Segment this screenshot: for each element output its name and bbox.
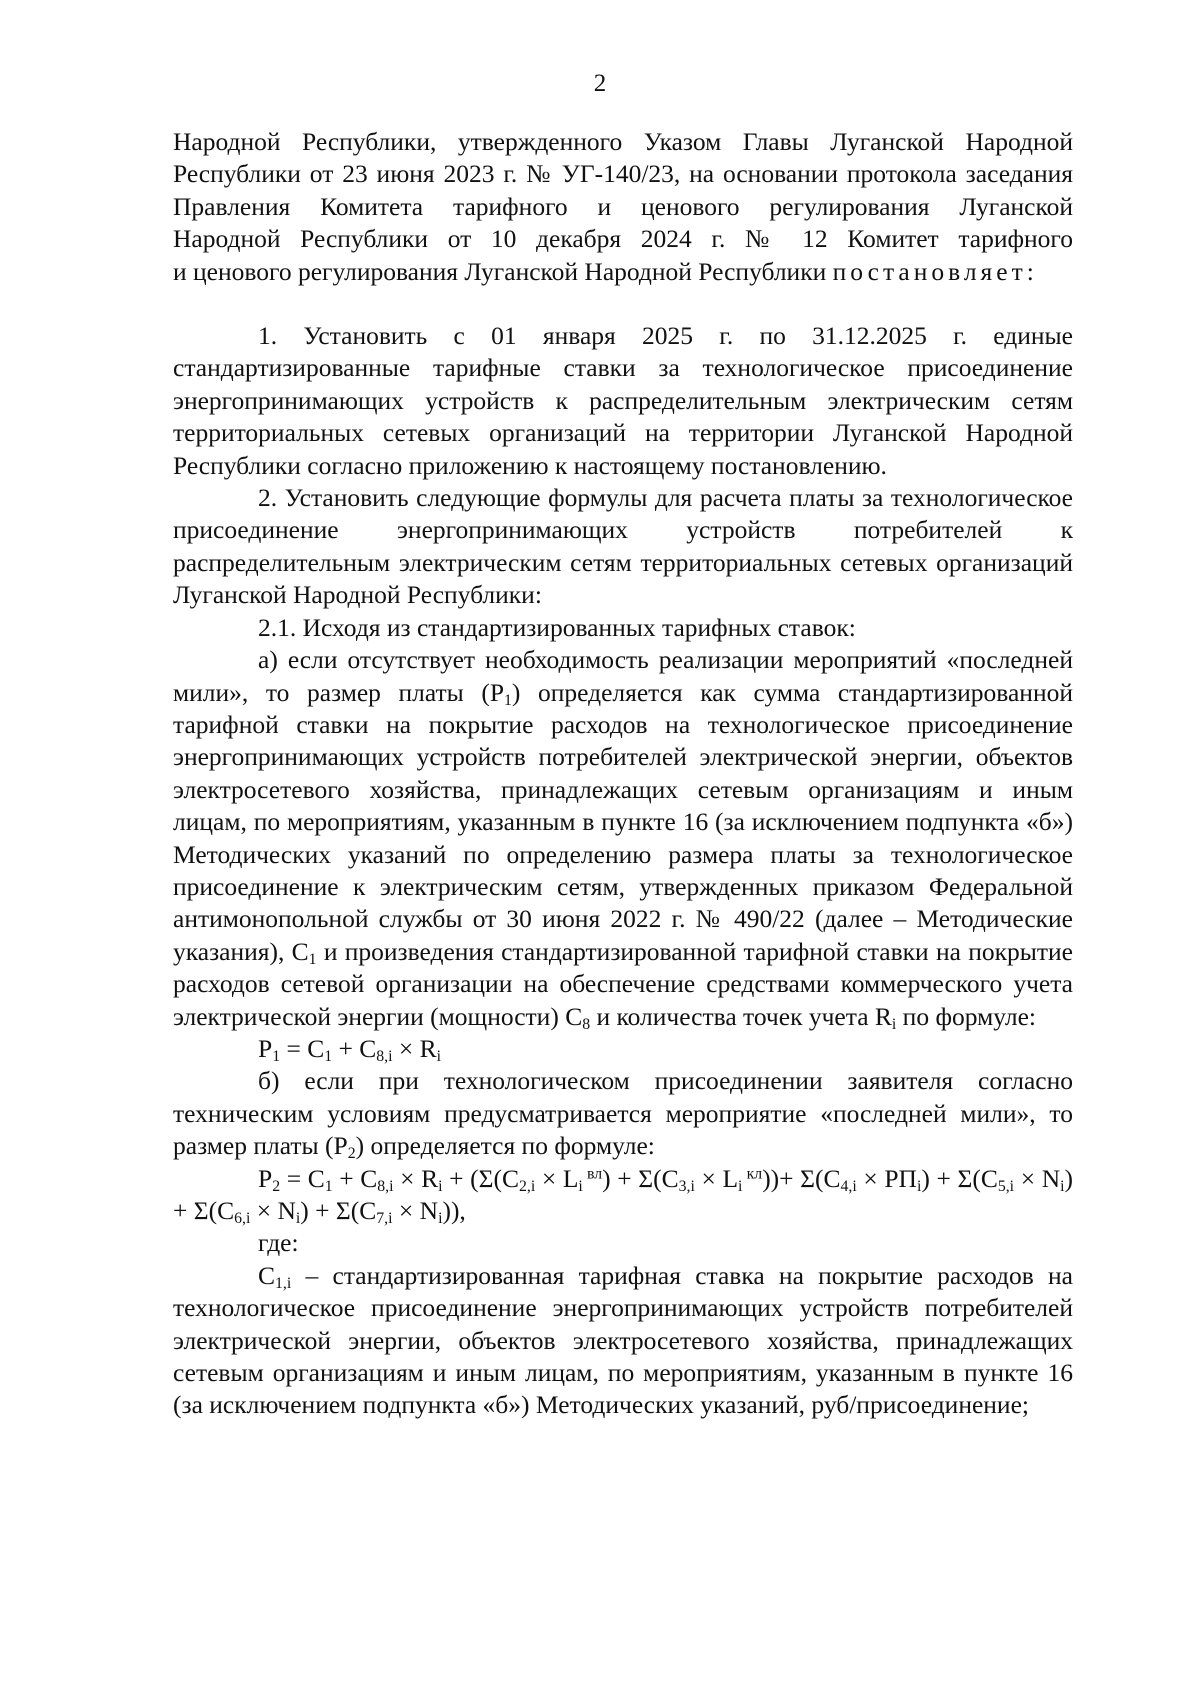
document-body xyxy=(173,126,1073,1422)
f1-sub: i xyxy=(436,1047,442,1065)
f2-part: ))+ Σ(C xyxy=(762,1163,841,1193)
resolution-word: постановляет: xyxy=(832,256,1038,286)
f2-sub: 5,i xyxy=(997,1177,1015,1195)
f2-part: + (Σ(C xyxy=(442,1163,519,1193)
f2-sub: i xyxy=(578,1177,583,1195)
pa-text-2: ) определяется как сумма стандартизированной тарифной ставки на покрытие расходов на технологическое присоединение энергопринимающих устройств потребителей электрической энергии, объектов электросетевого хозяйства, принадлежащих сетевым организациям и иным лицам, по мероприятиям, указанным в пункте 16 (за исключением подпункта «б») Методических указаний по определению размера платы за технологическое присоединение к электрическим сетям, утвержденных приказом Федеральной антимонопольной службы от 30 июня 2022 г. № 490/22 (далее – Методические указания), C xyxy=(173,677,1073,966)
where-label: где: xyxy=(258,1228,299,1258)
def-symbol-sub: 1,i xyxy=(275,1274,292,1292)
intro-line-3: Правления Комитета тарифного и ценового регулирования Луганской xyxy=(173,191,1073,221)
f2-part: ) + Σ(C xyxy=(173,1163,1073,1225)
f2-sub: i xyxy=(738,1177,743,1195)
f2-sub: 3,i xyxy=(678,1177,695,1195)
pa-text-3: и произведения стандартизированной тарифной ставки на покрытие расходов сетевой организации на обеспечение средствами коммерческого учета электрической энергии (мощности) C xyxy=(173,936,1073,1031)
f1-part: + C xyxy=(332,1033,377,1063)
f2-sup: вл xyxy=(582,1164,603,1182)
f2-sub: 8,i xyxy=(377,1177,394,1195)
paragraph-2: 2. Установить следующие формулы для расчета платы за технологическое присоединение энергопринимающих устройств потребителей к распределительным электрическим сетям территориальных сетевых организаций Луганской Народной Республики: xyxy=(173,483,1073,610)
paragraph-gap xyxy=(173,288,1073,320)
f2-part: ) + Σ(C xyxy=(300,1196,377,1225)
pa-text-1: а) если отсутствует необходимость реализации мероприятий «последней мили», то размер платы (P xyxy=(173,645,1073,707)
f2-sub: i xyxy=(295,1209,301,1227)
f2-part: × РП xyxy=(856,1163,917,1193)
f2-part: = C xyxy=(280,1163,325,1193)
intro-line-5-text: и ценового регулирования Луганской Народной Республики xyxy=(173,256,833,286)
f2-sub: i xyxy=(916,1177,922,1195)
def-text: – стандартизированная тарифная ставка на покрытие расходов на технологическое присоединение энергопринимающих устройств потребителей электрической энергии, объектов электросетевого хозяйства, принадлежащих сетевым организациям и иным лицам, по мероприятиям, указанным в пункте 16 (за исключением подпункта «б») Методических указаний, руб/присоединение; xyxy=(173,1260,1073,1420)
intro-line-4: Народной Республики от 10 декабря 2024 г. № 12 Комитет тарифного xyxy=(173,224,1073,254)
f2-sub: i xyxy=(1060,1177,1065,1195)
f2-sub: 2 xyxy=(272,1177,281,1195)
f2-sub: 6,i xyxy=(234,1209,251,1227)
f2-part: ) + Σ(C xyxy=(602,1163,679,1193)
paragraph-b xyxy=(173,1065,1073,1162)
f2-sub: 2,i xyxy=(518,1177,536,1195)
formula-2 xyxy=(173,1163,1073,1228)
f2-part: × N xyxy=(1014,1163,1061,1193)
intro-line-1: Народной Республики, утвержденного Указом Главы Луганской Народной xyxy=(173,127,1073,156)
def-symbol: C xyxy=(258,1260,276,1290)
pa-sub-2: 1 xyxy=(308,950,317,968)
pa-sub-3: 8 xyxy=(582,1015,591,1033)
f2-sub: 1 xyxy=(324,1177,333,1195)
f2-part: × N xyxy=(250,1196,296,1225)
f2-sub: 4,i xyxy=(840,1177,857,1195)
f2-part: × L xyxy=(535,1163,579,1193)
f2-part: × N xyxy=(392,1196,439,1225)
pa-text-5: по формуле: xyxy=(896,1001,1036,1031)
f2-sup: кл xyxy=(742,1164,763,1182)
pa-sub-4: i xyxy=(891,1015,897,1033)
f2-part: + C xyxy=(332,1163,378,1193)
f2-part: )), xyxy=(442,1196,466,1225)
paragraph-2-1: 2.1. Исходя из стандартизированных тарифных ставок: xyxy=(258,612,856,642)
f2-part: ) + Σ(C xyxy=(921,1163,998,1193)
f2-part: × L xyxy=(694,1163,739,1193)
f2-sub: 7,i xyxy=(376,1209,393,1227)
pb-text-2: ) определяется по формуле: xyxy=(355,1131,655,1161)
paragraph-1: 1. Установить с 01 января 2025 г. по 31.12.2025 г. единые стандартизированные тарифные ставки за технологическое присоединение энергопринимающих устройств к распределительным электрическим сетям территориальных сетевых организаций на территории Луганской Народной Республики согласно приложению к настоящему постановлению. xyxy=(173,321,1073,480)
f1-part: P xyxy=(258,1033,273,1063)
pb-text-1: б) если при технологическом присоединении заявителя согласно техническим условиям предусматривается мероприятие «последней мили», то размер платы (P xyxy=(173,1066,1073,1161)
intro-line-5 xyxy=(173,256,1073,288)
pa-text-4: и количества точек учета R xyxy=(590,1001,892,1031)
f2-sub: i xyxy=(438,1209,443,1227)
f1-part: × R xyxy=(392,1033,437,1063)
f1-sub: 8,i xyxy=(376,1047,393,1065)
pa-sub-1: 1 xyxy=(504,691,512,709)
f1-sub: 1 xyxy=(272,1047,281,1065)
formula-1 xyxy=(173,1033,1073,1065)
f1-part: = C xyxy=(280,1033,325,1063)
f1-sub: 1 xyxy=(324,1047,333,1065)
page-number: 2 xyxy=(593,70,607,97)
pb-sub-1: 2 xyxy=(347,1145,356,1163)
definition-c1 xyxy=(173,1260,1073,1422)
f2-part: × R xyxy=(393,1163,439,1193)
intro-line-2: Республики от 23 июня 2023 г. № УГ-140/23, на основании протокола заседания xyxy=(173,159,1073,189)
f2-sub: i xyxy=(438,1177,443,1195)
paragraph-a xyxy=(173,644,1073,1033)
f2-part: P xyxy=(258,1163,273,1193)
